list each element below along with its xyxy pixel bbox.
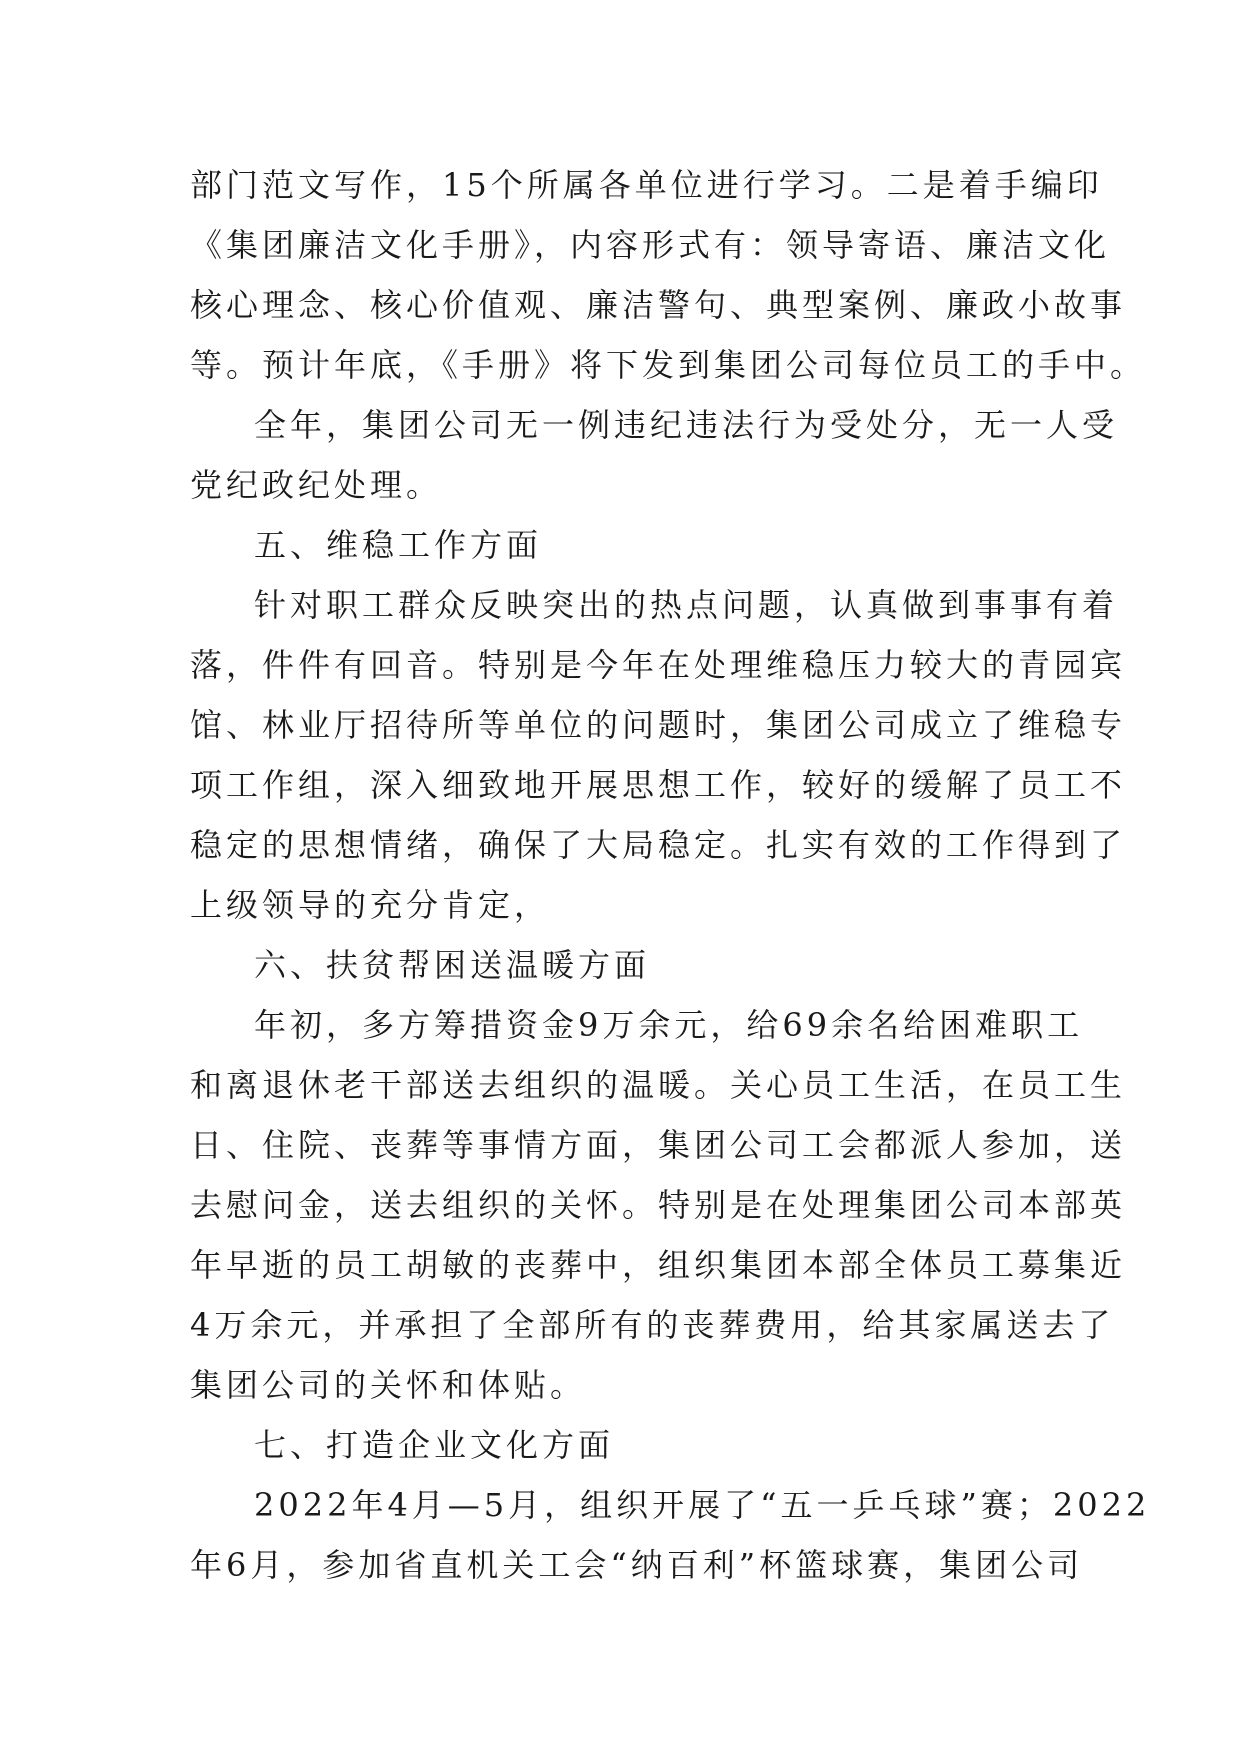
text-line: 部门范文写作，15个所属各单位进行学习。二是着手编印 [190, 166, 1103, 204]
text-line: 全年，集团公司无一例违纪违法行为受处分，无一人受 [254, 406, 1119, 444]
text-line: 日、住院、丧葬等事情方面，集团公司工会都派人参加，送 [190, 1126, 1127, 1164]
text-line: 等。预计年底，《手册》将下发到集团公司每位员工的手中。 [190, 346, 1147, 384]
text-line: 针对职工群众反映突出的热点问题，认真做到事事有着 [254, 586, 1119, 624]
text-line: 年6月，参加省直机关工会“纳百利”杯篮球赛，集团公司 [190, 1546, 1084, 1584]
text-line: 《集团廉洁文化手册》，内容形式有：领导寄语、廉洁文化 [190, 226, 1111, 264]
text-line: 年早逝的员工胡敏的丧葬中，组织集团本部全体员工募集近 [190, 1246, 1127, 1284]
text-line: 年初，多方筹措资金9万余元，给69余名给困难职工 [254, 1006, 1084, 1044]
text-line: 去慰问金，送去组织的关怀。特别是在处理集团公司本部英 [190, 1186, 1127, 1224]
text-line: 上级领导的充分肯定， [190, 886, 551, 924]
section-heading: 七、打造企业文化方面 [254, 1426, 615, 1464]
text-line: 和离退休老干部送去组织的温暖。关心员工生活，在员工生 [190, 1066, 1127, 1104]
text-line: 党纪政纪处理。 [190, 466, 443, 504]
text-line: 馆、林业厅招待所等单位的问题时，集团公司成立了维稳专 [190, 706, 1127, 744]
text-line: 4万余元，并承担了全部所有的丧葬费用，给其家属送去了 [190, 1306, 1115, 1344]
text-line: 稳定的思想情绪，确保了大局稳定。扎实有效的工作得到了 [190, 826, 1127, 864]
section-heading: 六、扶贫帮困送温暖方面 [254, 946, 651, 984]
text-line: 落，件件有回音。特别是今年在处理维稳压力较大的青园宾 [190, 646, 1127, 684]
text-line: 集团公司的关怀和体贴。 [190, 1366, 587, 1404]
document-body [190, 155, 1151, 1595]
text-line: 项工作组，深入细致地开展思想工作，较好的缓解了员工不 [190, 766, 1127, 804]
text-line: 核心理念、核心价值观、廉洁警句、典型案例、廉政小故事 [190, 286, 1127, 324]
text-line: 2022年4月—5月，组织开展了“五一乒乓球”赛；2022 [254, 1486, 1151, 1524]
section-heading: 五、维稳工作方面 [254, 526, 543, 564]
